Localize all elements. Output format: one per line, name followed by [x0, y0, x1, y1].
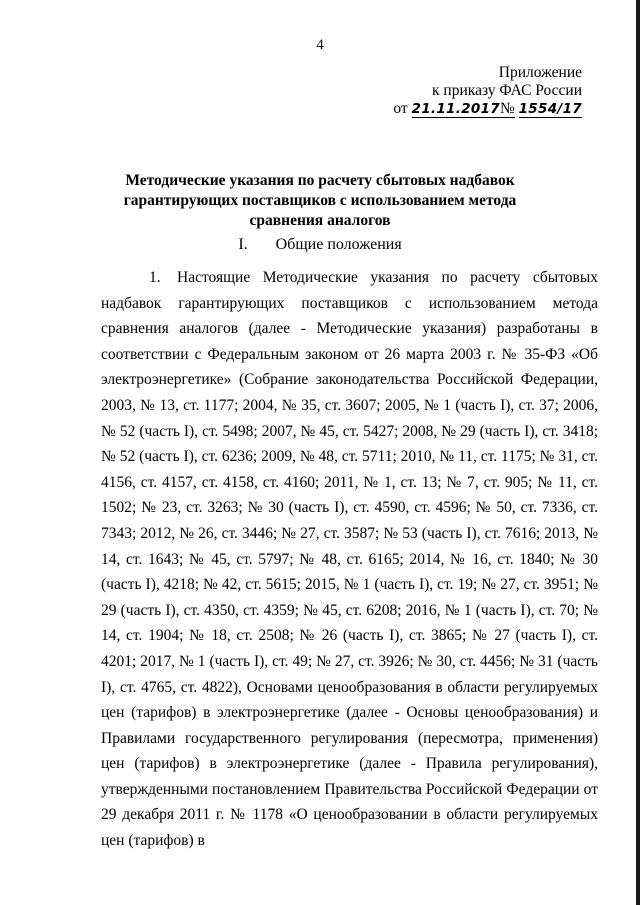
appendix-date-number-line — [393, 100, 582, 118]
scan-edge — [636, 0, 640, 905]
document-title: Методические указания по расчету сбытовых надбавок гарантирующих поставщиков с использованием метода сравнения аналогов — [123, 172, 517, 229]
paragraph-1 — [101, 265, 598, 854]
section-title: Общие положения — [275, 236, 402, 253]
appendix-label: Приложение — [498, 64, 582, 81]
appendix-order-reference: к приказу ФАС России — [432, 82, 582, 99]
section-number: I. — [238, 236, 248, 253]
appendix-block — [393, 64, 582, 118]
paragraph-text: Настоящие Методические указания по расчету сбытовых надбавок гарантирующих поставщиков с использованием метода сравнения аналогов (далее - Методические указания) разработаны в соответствии с Федеральным законом от 26 марта 2003 г. № 35-ФЗ «Об электроэнергетике» (Собрание законодательства Российской Федерации, 2003, № 13, ст. 1177; 2004, № 35, ст. 3607; 2005, № 1 (часть I), ст. 37; 2006, № 52 (часть I), ст. 5498; 2007, № 45, ст. 5427; 2008, № 29 (часть I), ст. 3418; № 52 (часть I), ст. 6236; 2009, № 48, ст. 5711; 2010, № 11, ст. 1175; № 31, ст. 4156, ст. 4157, ст. 4158, ст. 4160; 2011, № 1, ст. 13; № 7, ст. 905; № 11, ст. 1502; № 23, ст. 3263; № 30 (часть I), ст. 4590, ст. 4596; № 50, ст. 7336, ст. 7343; 2012, № 26, ст. 3446; № 27, ст. 3587; № 53 (часть I), ст. 7616; 2013, № 14, ст. 1643; № 45, ст. 5797; № 48, ст. 6165; 2014, № 16, ст. 1840; № 30 (часть I), 4218; № 42, ст. 5615; 2015, № 1 (часть I), ст. 19; № 27, ст. 3951; № 29 (часть I), ст. 4350, ст. 4359; № 45, ст. 6208; 2016, № 1 (часть I), ст. 70; № 14, ст. 1904; № 18, ст. 2508; № 26 (часть I), ст. 3865; № 27 (часть I), ст. 4201; 2017, № 1 (часть I), ст. 49; № 27, ст. 3926; № 30, ст. 4456; № 31 (часть I), ст. 4765, ст. 4822), Основами ценообразования в области регулируемых цен (тарифов) в электроэнергетике (далее - Основы ценообразования) и Правилами государственного регулирования (пересмотра, применения) цен (тарифов) в электроэнергетике (далее - Правила регулирования), утвержденными постановлением Правительства Российской Федерации от 29 декабря 2011 г. № 1178 «О ценообразовании в области регулируемых цен (тарифов) в — [101, 269, 598, 850]
section-heading — [0, 236, 640, 254]
handwritten-date: 21.11.2017 — [411, 101, 500, 117]
page-number: 4 — [316, 37, 324, 53]
body-text — [101, 265, 598, 854]
handwritten-order-number: 1554/17 — [518, 101, 582, 117]
date-prefix: от — [393, 100, 408, 117]
number-prefix: № — [499, 100, 515, 117]
paragraph-number: 1. — [149, 269, 161, 286]
